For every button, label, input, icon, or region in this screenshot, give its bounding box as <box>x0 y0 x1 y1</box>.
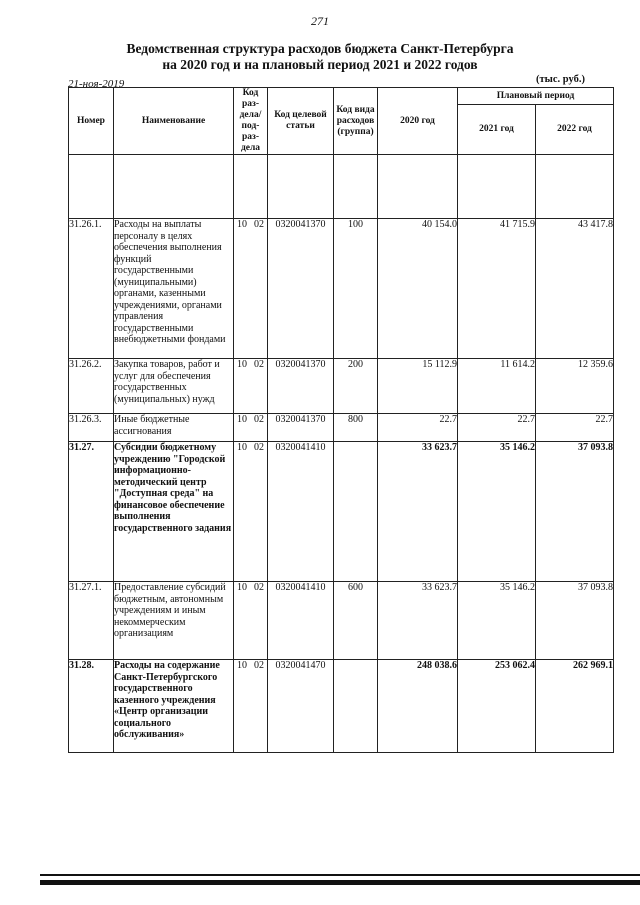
row-section-code <box>234 442 268 582</box>
row-target-code: 0320041410 <box>268 582 334 660</box>
table-row <box>69 660 614 753</box>
header-spacer <box>234 155 268 219</box>
row-section-code <box>234 582 268 660</box>
row-amount-2021: 35 146.2 <box>458 442 536 582</box>
row-amount-2020: 33 623.7 <box>378 442 458 582</box>
table-header <box>69 88 614 219</box>
header-expense-type: Код вида расходов (группа) <box>334 88 378 155</box>
row-section: 10 <box>237 414 247 425</box>
row-name: Иные бюджетные ассигнования <box>114 414 234 442</box>
table-row <box>69 582 614 660</box>
row-expense-type <box>334 660 378 753</box>
header-spacer <box>458 155 536 219</box>
row-target-code: 0320041370 <box>268 414 334 442</box>
footer-rule-thick <box>40 880 640 885</box>
document-date: 21-ноя-2019 <box>68 78 125 90</box>
header-target-code: Код целевой статьи <box>268 88 334 155</box>
row-amount-2021: 253 062.4 <box>458 660 536 753</box>
row-number: 31.27.1. <box>69 582 114 660</box>
footer-rule <box>40 874 640 876</box>
row-section: 10 <box>237 219 247 230</box>
row-amount-2022: 43 417.8 <box>536 219 614 359</box>
row-number: 31.26.2. <box>69 359 114 414</box>
row-expense-type: 800 <box>334 414 378 442</box>
row-expense-type <box>334 442 378 582</box>
table-row <box>69 414 614 442</box>
row-target-code: 0320041410 <box>268 442 334 582</box>
header-year-2021: 2021 год <box>458 105 536 155</box>
header-year-2020: 2020 год <box>378 88 458 155</box>
table-row <box>69 219 614 359</box>
header-spacer <box>69 155 114 219</box>
row-number: 31.26.3. <box>69 414 114 442</box>
row-section: 10 <box>237 442 247 453</box>
document-title <box>40 41 600 73</box>
row-subsection: 02 <box>254 660 264 671</box>
header-spacer <box>114 155 234 219</box>
header-section-code: Код раз- дела/ под- раз- дела <box>234 88 268 155</box>
row-name: Расходы на выплаты персоналу в целях обеспечения выполнения функций государственными (муниципальными) органами, казенными учреждениями, органами управления государственными внебюджетными фондами <box>114 219 234 359</box>
row-name: Закупка товаров, работ и услуг для обеспечения государственных (муниципальных) нужд <box>114 359 234 414</box>
header-spacer <box>268 155 334 219</box>
row-subsection: 02 <box>254 219 264 230</box>
row-target-code: 0320041470 <box>268 660 334 753</box>
row-section: 10 <box>237 660 247 671</box>
row-section: 10 <box>237 359 247 370</box>
header-year-2022: 2022 год <box>536 105 614 155</box>
header-spacer <box>536 155 614 219</box>
header-number: Номер <box>69 88 114 155</box>
budget-table <box>68 87 614 753</box>
row-section-code <box>234 219 268 359</box>
row-amount-2022: 37 093.8 <box>536 442 614 582</box>
units-label: (тыс. руб.) <box>536 74 585 85</box>
row-subsection: 02 <box>254 414 264 425</box>
row-amount-2021: 11 614.2 <box>458 359 536 414</box>
row-section: 10 <box>237 582 247 593</box>
row-amount-2021: 41 715.9 <box>458 219 536 359</box>
title-line-1: Ведомственная структура расходов бюджета Санкт-Петербурга <box>126 41 514 56</box>
row-subsection: 02 <box>254 359 264 370</box>
header-plan-period: Плановый период <box>458 88 614 105</box>
row-amount-2020: 22.7 <box>378 414 458 442</box>
row-number: 31.27. <box>69 442 114 582</box>
header-spacer <box>334 155 378 219</box>
row-section-code <box>234 359 268 414</box>
row-amount-2020: 248 038.6 <box>378 660 458 753</box>
header-name: Наименование <box>114 88 234 155</box>
row-name: Расходы на содержание Санкт-Петербургского государственного казенного учреждения «Центр организации социального обслуживания» <box>114 660 234 753</box>
row-amount-2020: 40 154.0 <box>378 219 458 359</box>
page-number: 271 <box>311 14 329 28</box>
row-amount-2020: 33 623.7 <box>378 582 458 660</box>
row-subsection: 02 <box>254 582 264 593</box>
row-target-code: 0320041370 <box>268 359 334 414</box>
row-amount-2021: 22.7 <box>458 414 536 442</box>
row-amount-2021: 35 146.2 <box>458 582 536 660</box>
table-body <box>69 219 614 753</box>
row-expense-type: 100 <box>334 219 378 359</box>
row-name: Предоставление субсидий бюджетным, автономным учреждениям и иным некоммерческим организациям <box>114 582 234 660</box>
row-amount-2022: 262 969.1 <box>536 660 614 753</box>
row-subsection: 02 <box>254 442 264 453</box>
row-number: 31.28. <box>69 660 114 753</box>
row-number: 31.26.1. <box>69 219 114 359</box>
row-target-code: 0320041370 <box>268 219 334 359</box>
row-expense-type: 600 <box>334 582 378 660</box>
table-row <box>69 442 614 582</box>
table-row <box>69 359 614 414</box>
row-name: Субсидии бюджетному учреждению "Городской информационно-методический центр "Доступная среда" на финансовое обеспечение выполнения государственного задания <box>114 442 234 582</box>
row-amount-2020: 15 112.9 <box>378 359 458 414</box>
row-amount-2022: 22.7 <box>536 414 614 442</box>
row-section-code <box>234 414 268 442</box>
row-amount-2022: 37 093.8 <box>536 582 614 660</box>
row-amount-2022: 12 359.6 <box>536 359 614 414</box>
row-section-code <box>234 660 268 753</box>
title-line-2: на 2020 год и на плановый период 2021 и 2022 годов <box>162 57 478 72</box>
header-spacer <box>378 155 458 219</box>
row-expense-type: 200 <box>334 359 378 414</box>
